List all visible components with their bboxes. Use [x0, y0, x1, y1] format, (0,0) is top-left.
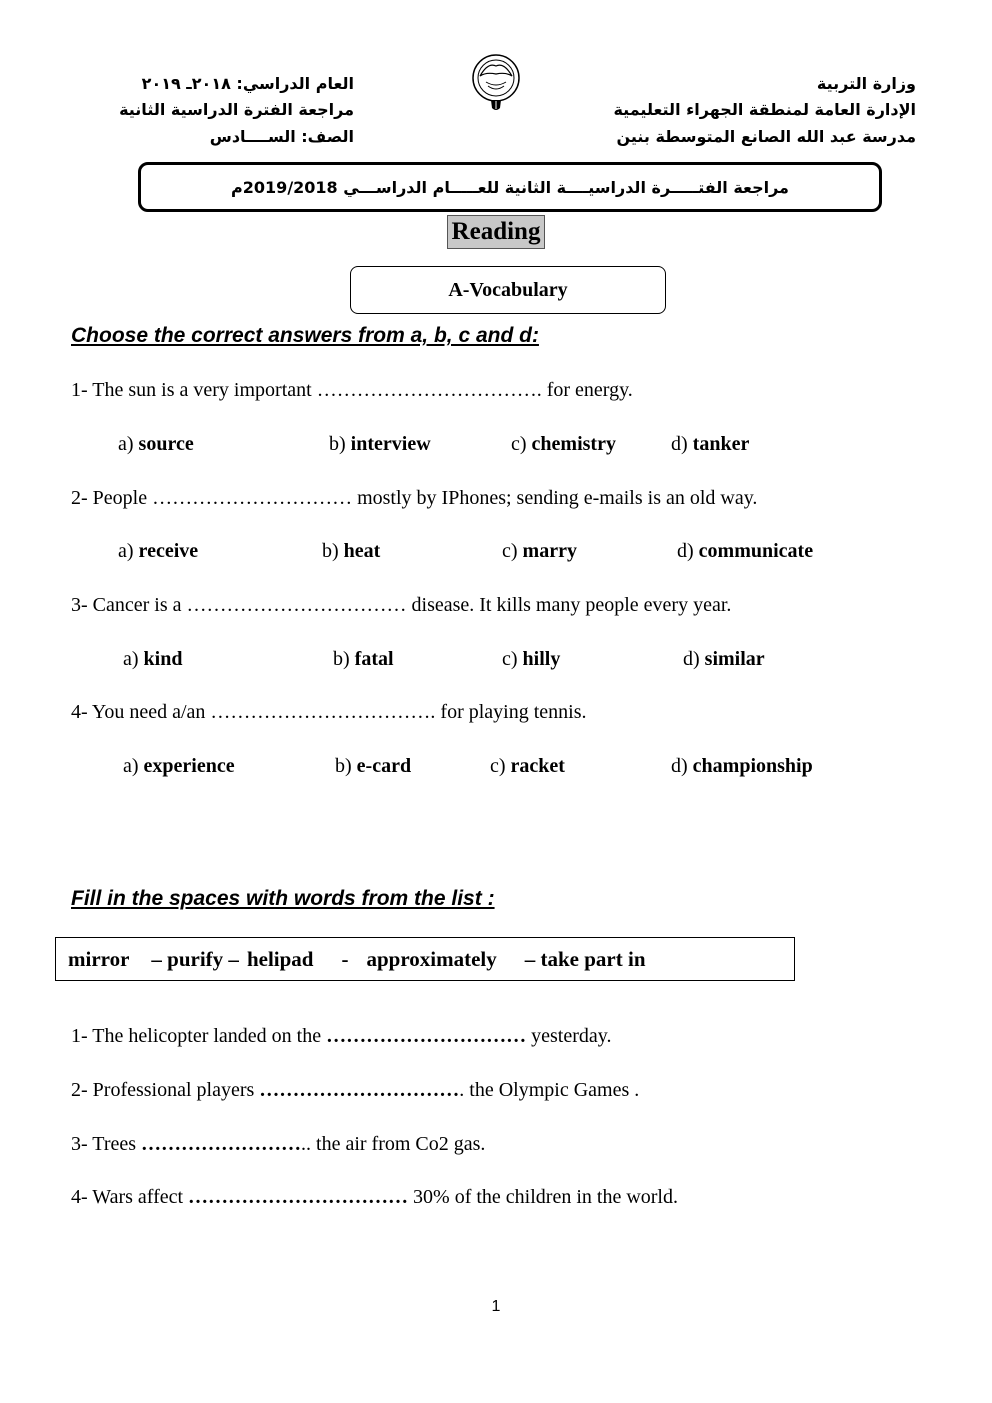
school-name: مدرسة عبد الله الصانع المتوسطة بنين [616, 127, 916, 146]
option-d: d) similar [683, 648, 765, 670]
kuwait-emblem-icon [466, 52, 526, 112]
fill-instruction: Fill in the spaces with words from the list : [71, 887, 495, 910]
word-list-item: – purify – [151, 946, 239, 971]
option-c: c) marry [502, 540, 577, 562]
fill-sentence: 4- Wars affect …………………………… 30% of the children in the world. [71, 1186, 678, 1208]
option-b: b) fatal [333, 648, 394, 670]
academic-year: العام الدراسي: ٢٠١٨ـ ٢٠١٩ [141, 74, 354, 93]
fill-sentence: 1- The helicopter landed on the ………………………… yesterday. [71, 1025, 612, 1047]
word-list-item: mirror [68, 946, 130, 971]
option-a: a) source [118, 433, 194, 455]
word-list-box [55, 937, 795, 981]
directorate-name: الإدارة العامة لمنطقة الجهراء التعليمية [613, 100, 916, 119]
option-d: d) communicate [677, 540, 814, 562]
subsection-title-vocabulary: A-Vocabulary [350, 266, 666, 314]
option-b: b) heat [322, 540, 381, 562]
review-title: مراجعة الفتـــــرة الدراسيــــة الثانية للعـــــام الدراســـي 2019/2018م [231, 177, 789, 197]
word-list-item: approximately [366, 946, 497, 971]
word-list-item: – take part in [524, 946, 646, 971]
review-title-box [138, 162, 882, 212]
mcq-instruction: Choose the correct answers from a, b, c and d: [71, 324, 539, 347]
question-stem: 3- Cancer is a …………………………… disease. It kills many people every year. [71, 594, 732, 616]
page-number: 1 [491, 1298, 501, 1315]
option-c: c) racket [490, 755, 565, 777]
option-b: b) interview [329, 433, 431, 455]
option-c: c) hilly [502, 648, 561, 670]
option-b: b) e-card [335, 755, 412, 777]
option-a: a) receive [118, 540, 199, 562]
word-list-separator: - [341, 946, 349, 971]
question-stem: 4- You need a/an ……………………………. for playing tennis. [71, 701, 587, 723]
section-title-reading: Reading [447, 215, 545, 249]
fill-sentence: 3- Trees …………………….. the air from Co2 gas. [71, 1133, 486, 1155]
option-c: c) chemistry [511, 433, 616, 455]
ministry-name: وزارة التربية [816, 74, 916, 93]
fill-sentence: 2- Professional players …………………………. the Olympic Games . [71, 1079, 640, 1101]
review-term: مراجعة الفترة الدراسية الثانية [119, 100, 354, 119]
grade-label: الصف: الســــادس [209, 127, 354, 146]
option-d: d) tanker [671, 433, 750, 455]
word-list-item: helipad [246, 946, 314, 971]
option-d: d) championship [671, 755, 813, 777]
option-a: a) experience [123, 755, 235, 777]
question-stem: 1- The sun is a very important ……………………………. for energy. [71, 379, 633, 401]
option-a: a) kind [123, 648, 183, 670]
question-stem: 2- People ………………………… mostly by IPhones; sending e-mails is an old way. [71, 487, 758, 509]
